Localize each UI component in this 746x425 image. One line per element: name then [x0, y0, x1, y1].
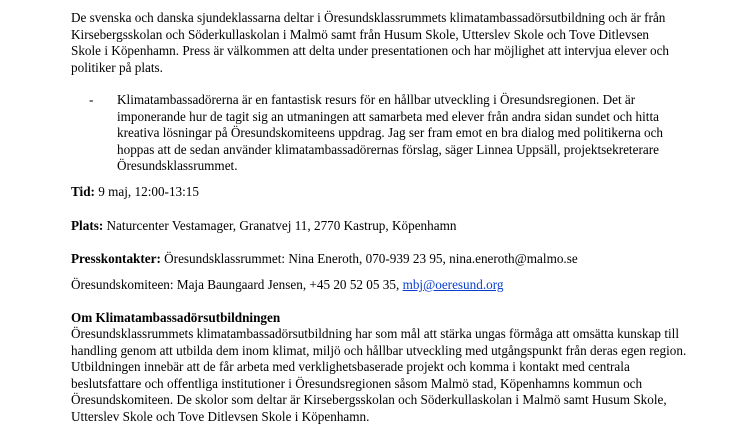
- about-heading: Om Klimatambassadörsutbildningen: [71, 310, 281, 325]
- intro-paragraph: De svenska och danska sjundeklassarna deltar i Öresundsklassrummets klimatambassadörsutbildning och är från Kirsebergsskolan och Söderkullaskolan i Malmö samt från Husum Skole, Utterslev Skole och Tove Ditlevsen Skole i Köpenhamn. Press är välkommen att delta under presentationen och har möjlighet att intervjua elever och politiker på plats.: [71, 10, 670, 75]
- press-label: Presskontakter:: [71, 251, 161, 266]
- event-time: [71, 184, 676, 201]
- event-place: [71, 218, 676, 235]
- place-label: Plats:: [71, 218, 104, 233]
- list-bullet: -: [89, 92, 94, 107]
- quote-text: Klimatambassadörerna är en fantastisk resurs för en hållbar utveckling i Öresundsregionen. Det är imponerande hur de tagit sig an utmaningen att samarbeta med elever från andra sidan sundet och hitta kreativa lösningar på Öresundskomiteens uppdrag. Jag ser fram emot en bra dialog med politikerna och hoppas att de sedan använder klimatambassadörernas förslag, säger Linnea Uppsäll, projektsekreterare Öresundsklassrummet.: [117, 92, 664, 173]
- about-paragraph: Öresundsklassrummets klimatambassadörsutbildning har som mål att stärka ungas förmåga att omsätta kunskap till handling genom att utbilda dem inom klimat, miljö och hållbar utveckling med utgångspunkt från deras egen region. Utbildningen innebär att de får arbeta med verklighetsbaserade projekt och komma i kontakt med centrala beslutsfattare och offentliga institutioner i Öresundsregionen såsom Malmö stad, Köpenhamns kommun och Öresundskomiteen. De skolor som deltar är Kirsebergsskolan och Söderkullaskolan i Malmö samt Husum Skole, Utterslev Skole och Tove Ditlevsen Skole i Köpenhamn.: [71, 326, 687, 424]
- press-contacts: [71, 251, 676, 268]
- time-value: 9 maj, 12:00-13:15: [94, 184, 199, 199]
- committee-email-link[interactable]: mbj@oeresund.org: [402, 277, 504, 292]
- committee-text: Öresundskomiteen: Maja Baungaard Jensen, +45 20 52 05 35,: [71, 277, 403, 292]
- press-value: Öresundsklassrummet: Nina Eneroth, 070-939 23 95, nina.eneroth@malmo.se: [160, 251, 578, 266]
- time-label: Tid:: [71, 184, 95, 199]
- place-value: Naturcenter Vestamager, Granatvej 11, 2770 Kastrup, Köpenhamn: [103, 218, 457, 233]
- committee-contact: [71, 277, 676, 294]
